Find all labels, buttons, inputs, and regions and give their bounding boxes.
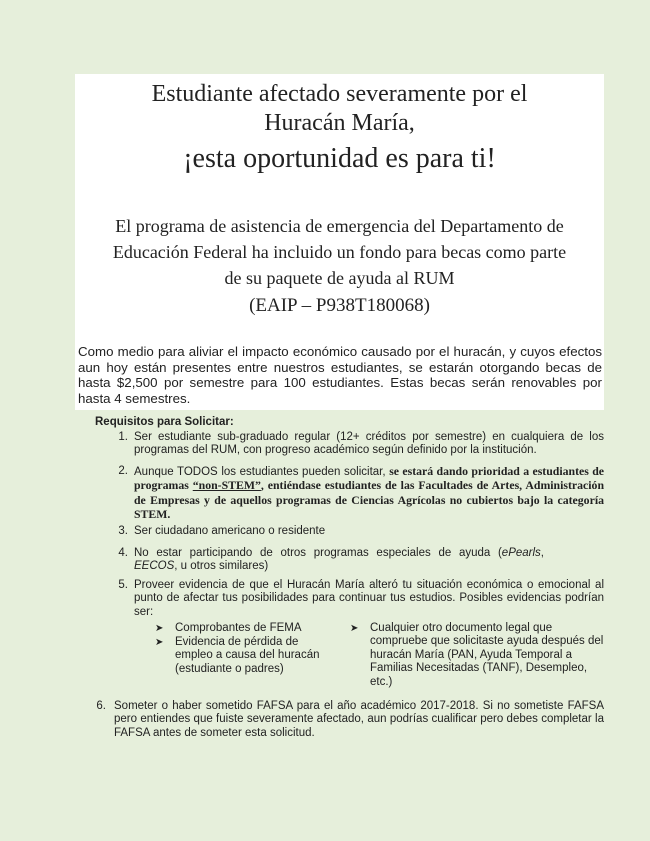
- requirement-item-2: [96, 465, 604, 523]
- evidence-item: [350, 622, 605, 689]
- program-example: EECOS: [134, 560, 175, 573]
- requirement-number: 1.: [118, 431, 128, 443]
- program-line-2: Educación Federal ha incluido un fondo para becas como parte: [112, 242, 567, 262]
- requirement-text: Ser ciudadano americano o residente: [134, 525, 326, 537]
- headline-line-1: Estudiante afectado severamente por el: [151, 81, 528, 107]
- requirement-number: 3.: [118, 525, 128, 537]
- requirement-text-plain: No estar participando de otros programas especiales de ayuda (: [134, 547, 502, 559]
- requirement-number: 4.: [118, 547, 128, 559]
- requirement-item-3: [96, 525, 604, 538]
- evidence-item: [155, 636, 335, 676]
- requirement-text: Proveer evidencia de que el Huracán María alteró tu situación económica o emocional al punto de afectar tus posibilidades para continuar tus estudios. Posibles evidencias podrían ser:: [134, 579, 604, 618]
- program-description: [75, 213, 604, 291]
- requirement-item-5: [96, 579, 604, 619]
- requirement-text: Someter o haber sometido FAFSA para el año académico 2017-2018. Si no sometiste FAFSA pero entiendes que fuiste severamente afectado, aun podrías cualificar pero debes completar la FAFSA antes de someter esta solicitud.: [114, 700, 604, 739]
- requirement-text-plain: Aunque TODOS los estudiantes pueden solicitar,: [134, 466, 390, 478]
- requirements-title: Requisitos para Solicitar:: [95, 416, 234, 428]
- arrow-bullet-icon: ➤: [155, 637, 164, 648]
- evidence-item: [155, 622, 335, 635]
- requirement-item-1: [96, 431, 604, 458]
- requirement-item-4: [96, 547, 604, 574]
- requirement-number: 5.: [118, 579, 128, 591]
- requirement-text: [134, 547, 604, 574]
- arrow-bullet-icon: ➤: [350, 623, 359, 634]
- program-code: (EAIP – P938T180068): [249, 295, 430, 316]
- program-line-1: El programa de asistencia de emergencia del Departamento de: [115, 216, 564, 236]
- headline: [75, 80, 604, 138]
- requirement-text: [134, 465, 604, 523]
- requirement-number: 2.: [118, 465, 128, 477]
- headline-emphasis: ¡esta oportunidad es para ti!: [183, 143, 496, 174]
- arrow-bullet-icon: ➤: [155, 623, 164, 634]
- requirement-text: Ser estudiante sub-graduado regular (12+ créditos por semestre) en cualquiera de los programas del RUM, con progreso académico según definido por la institución.: [134, 431, 604, 457]
- priority-text: se estará dando prioridad a estudiantes de programas: [134, 464, 604, 493]
- non-stem-label: “non-STEM”: [192, 478, 261, 493]
- separator: ,: [540, 547, 544, 559]
- evidence-text: Cualquier otro documento legal que compruebe que solicitaste ayuda después del huracán María (PAN, Ayuda Temporal a Familias Necesitadas (TANF), Desempleo, etc.): [370, 622, 604, 688]
- evidence-text: Comprobantes de FEMA: [175, 622, 302, 634]
- requirement-number: 6.: [96, 700, 106, 712]
- priority-text-rest: , entiéndase estudiantes de las Facultades de Artes, Administración de Empresas y de aquellos programas de Ciencias Agrícolas no cubiertos bajo la categoría STEM.: [134, 478, 605, 522]
- program-example: ePearls: [501, 547, 541, 559]
- evidence-text: Evidencia de pérdida de empleo a causa del huracán (estudiante o padres): [175, 636, 320, 675]
- intro-paragraph: Como medio para aliviar el impacto económico causado por el huracán, y cuyos efectos aun hoy están presentes entre nuestros estudiantes, se estarán otorgando becas de hasta $2,500 por semestre para 100 estudiantes. Estas becas serán renovables por hasta 4 semestres.: [78, 344, 602, 406]
- program-line-3: de su paquete de ayuda al RUM: [224, 268, 455, 288]
- requirement-item-6: [96, 700, 604, 740]
- requirement-text-rest: , u otros similares): [174, 560, 269, 573]
- headline-line-2: Huracán María,: [264, 110, 415, 136]
